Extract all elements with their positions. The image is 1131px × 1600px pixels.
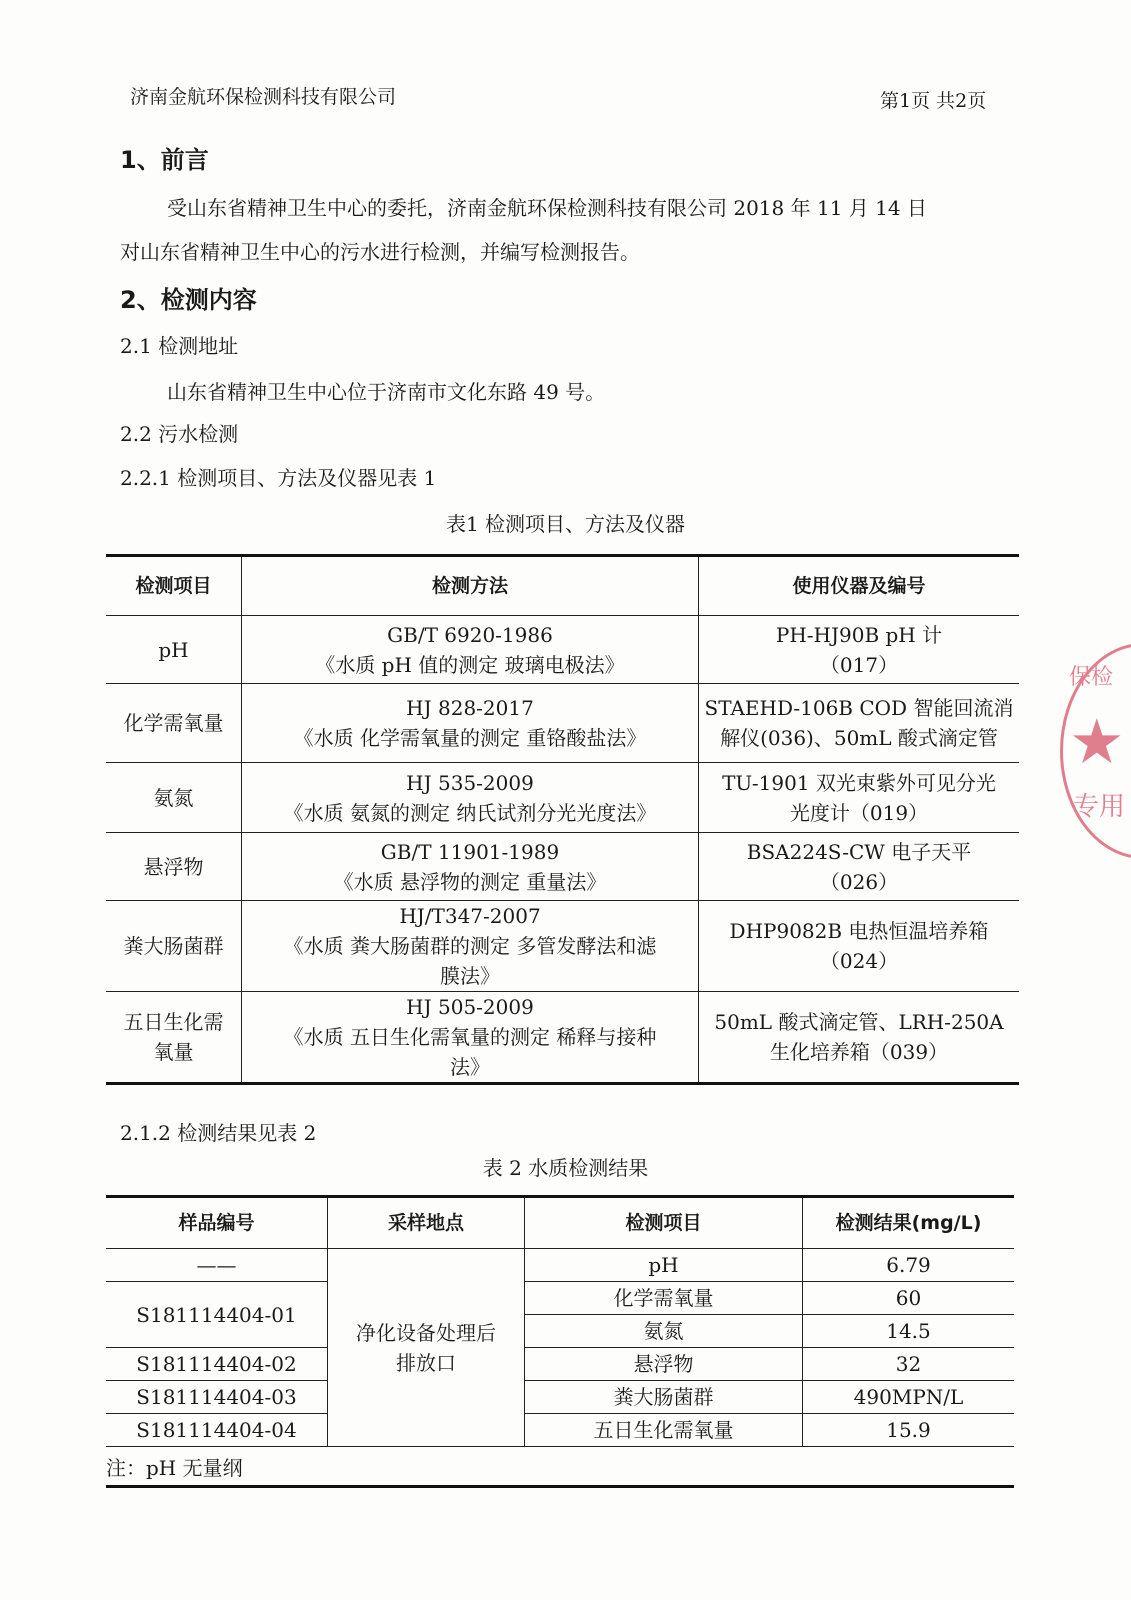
subsection-2-1: 2.1 检测地址 [120, 334, 239, 358]
t1-method: HJ 505-2009 《水质 五日生化需氧量的测定 稀释与接种 法》 [242, 992, 699, 1084]
t2-header-result: 检测结果(mg/L) [803, 1197, 1015, 1249]
table-row [106, 901, 1019, 992]
table-row [106, 1249, 1014, 1282]
t1-instrument: TU-1901 双光束紫外可见分光 光度计（019） [699, 763, 1020, 833]
t1-method: GB/T 6920-1986 《水质 pH 值的测定 玻璃电极法》 [242, 616, 699, 684]
table-row [106, 833, 1019, 901]
subsection-2-1-2: 2.1.2 检测结果见表 2 [120, 1121, 317, 1145]
t2-location: 净化设备处理后 排放口 [328, 1249, 525, 1447]
t2-item: 悬浮物 [525, 1348, 803, 1381]
t2-item: 化学需氧量 [525, 1282, 803, 1315]
t2-sample: —— [106, 1249, 328, 1282]
t1-instrument: PH-HJ90B pH 计 （017） [699, 616, 1020, 684]
t1-header-instrument: 使用仪器及编号 [699, 556, 1020, 616]
table-row [106, 616, 1019, 684]
t2-sample: S181114404-01 [106, 1282, 328, 1348]
subsection-2-2-1: 2.2.1 检测项目、方法及仪器见表 1 [120, 466, 437, 490]
t1-item: 化学需氧量 [106, 684, 242, 763]
section-2-title: 2、检测内容 [120, 286, 257, 314]
official-stamp [1060, 643, 1131, 859]
table-row [106, 1414, 1014, 1447]
t1-header-item: 检测项目 [106, 556, 242, 616]
t1-item: 氨氮 [106, 763, 242, 833]
t2-result: 6.79 [803, 1249, 1015, 1282]
section-1-title: 1、前言 [120, 146, 209, 174]
t1-instrument: BSA224S-CW 电子天平 （026） [699, 833, 1020, 901]
t2-sample: S181114404-04 [106, 1414, 328, 1447]
methods-table [106, 554, 1019, 1085]
intro-line-1: 受山东省精神卫生中心的委托，济南金航环保检测科技有限公司 2018 年 11 月 14 日 [167, 196, 927, 220]
t2-result: 490MPN/L [803, 1381, 1015, 1414]
page-number: 第1页 共2页 [880, 90, 987, 112]
t2-result: 60 [803, 1282, 1015, 1315]
t2-result: 32 [803, 1348, 1015, 1381]
address-text: 山东省精神卫生中心位于济南市文化东路 49 号。 [167, 380, 606, 404]
results-table [106, 1195, 1014, 1447]
t1-item: 悬浮物 [106, 833, 242, 901]
t1-item: 粪大肠菌群 [106, 901, 242, 992]
t1-method: GB/T 11901-1989 《水质 悬浮物的测定 重量法》 [242, 833, 699, 901]
t2-item: 五日生化需氧量 [525, 1414, 803, 1447]
t2-result: 14.5 [803, 1315, 1015, 1348]
t2-item: pH [525, 1249, 803, 1282]
table-row [106, 1381, 1014, 1414]
t1-header-method: 检测方法 [242, 556, 699, 616]
t2-item: 氨氮 [525, 1315, 803, 1348]
table1-caption: 表1 检测项目、方法及仪器 [445, 512, 686, 536]
star-icon: ★ [1069, 705, 1125, 778]
t2-header-sample: 样品编号 [106, 1197, 328, 1249]
t2-sample: S181114404-03 [106, 1381, 328, 1414]
t1-method: HJ 828-2017 《水质 化学需氧量的测定 重铬酸盐法》 [242, 684, 699, 763]
t1-item: pH [106, 616, 242, 684]
table-row [106, 763, 1019, 833]
t2-sample: S181114404-02 [106, 1348, 328, 1381]
stamp-text-top: 保检 [1069, 665, 1114, 690]
intro-line-2: 对山东省精神卫生中心的污水进行检测，并编写检测报告。 [120, 240, 640, 264]
t1-method: HJ/T347-2007 《水质 粪大肠菌群的测定 多管发酵法和滤 膜法》 [242, 901, 699, 992]
t1-item: 五日生化需 氧量 [106, 992, 242, 1084]
company-name: 济南金航环保检测科技有限公司 [130, 86, 397, 108]
t2-header-item: 检测项目 [525, 1197, 803, 1249]
t1-method: HJ 535-2009 《水质 氨氮的测定 纳氏试剂分光光度法》 [242, 763, 699, 833]
t1-instrument: 50mL 酸式滴定管、LRH-250A 生化培养箱（039） [699, 992, 1020, 1084]
table-row [106, 1348, 1014, 1381]
t2-result: 15.9 [803, 1414, 1015, 1447]
table2-note: 注：pH 无量纲 [106, 1451, 1014, 1488]
table-row [106, 992, 1019, 1084]
table-row [106, 1282, 1014, 1315]
stamp-text-bottom: 专用 [1073, 792, 1126, 822]
t1-instrument: DHP9082B 电热恒温培养箱 （024） [699, 901, 1020, 992]
t2-item: 粪大肠菌群 [525, 1381, 803, 1414]
subsection-2-2: 2.2 污水检测 [120, 422, 239, 446]
table-row [106, 684, 1019, 763]
t1-instrument: STAEHD-106B COD 智能回流消 解仪(036)、50mL 酸式滴定管 [699, 684, 1020, 763]
table2-caption: 表 2 水质检测结果 [482, 1156, 649, 1180]
t2-header-location: 采样地点 [328, 1197, 525, 1249]
